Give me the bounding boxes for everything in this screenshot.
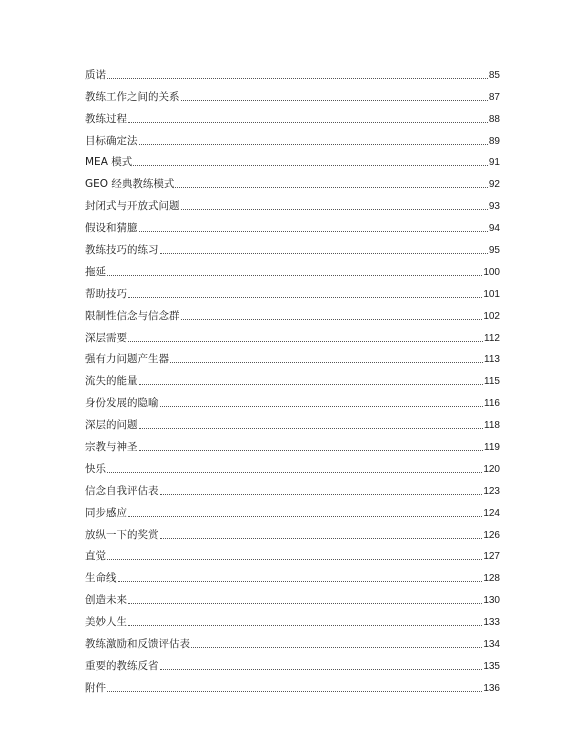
- toc-entry[interactable]: [85, 674, 500, 696]
- dot-leader: [128, 122, 488, 123]
- dot-leader: [128, 297, 482, 298]
- toc-entry-page-number: 89: [488, 135, 500, 147]
- toc-entry-title: 宗教与神圣: [85, 441, 138, 454]
- toc-entry-page-number: 123: [483, 485, 500, 497]
- toc-entry-title: GEO 经典教练模式: [85, 178, 175, 191]
- toc-entry-title: 帮助技巧: [85, 287, 127, 300]
- toc-entry[interactable]: [85, 477, 500, 499]
- toc-entry-title: 限制性信念与信念群: [85, 309, 180, 322]
- toc-entry-page-number: 113: [484, 354, 500, 366]
- toc-entry-title: 强有力问题产生器: [85, 353, 169, 366]
- toc-entry[interactable]: [85, 608, 500, 630]
- dot-leader: [107, 472, 482, 473]
- toc-entry-page-number: 101: [483, 288, 500, 300]
- toc-entry-title: 重要的教练反省: [85, 659, 159, 672]
- toc-entry[interactable]: [85, 411, 500, 433]
- dot-leader: [139, 450, 484, 451]
- toc-entry-title: 美妙人生: [85, 616, 127, 629]
- toc-entry-title: 假设和猜臆: [85, 222, 138, 235]
- toc-entry-title: 身份发展的隐喻: [85, 397, 159, 410]
- toc-entry-page-number: 102: [483, 310, 500, 322]
- toc-entry-page-number: 133: [483, 617, 500, 629]
- dot-leader: [191, 647, 482, 648]
- toc-entry[interactable]: [85, 367, 500, 389]
- toc-entry-title: 同步感应: [85, 506, 127, 519]
- table-of-contents: [85, 61, 500, 696]
- toc-entry[interactable]: [85, 83, 500, 105]
- dot-leader: [107, 559, 482, 560]
- dot-leader: [107, 78, 488, 79]
- dot-leader: [107, 691, 482, 692]
- dot-leader: [181, 100, 488, 101]
- toc-entry[interactable]: [85, 630, 500, 652]
- dot-leader: [107, 275, 482, 276]
- toc-entry-page-number: 87: [488, 91, 500, 103]
- dot-leader: [139, 428, 484, 429]
- dot-leader: [175, 187, 488, 188]
- toc-entry-title: 教练过程: [85, 112, 127, 125]
- toc-entry-page-number: 124: [483, 507, 500, 519]
- toc-entry-title: 信念自我评估表: [85, 484, 159, 497]
- toc-entry-page-number: 95: [488, 245, 500, 257]
- toc-entry-title: 拖延: [85, 265, 106, 278]
- toc-entry-title: 放纵一下的奖赏: [85, 528, 159, 541]
- dot-leader: [128, 625, 482, 626]
- toc-entry-page-number: 115: [484, 376, 500, 388]
- toc-entry-page-number: 134: [483, 639, 500, 651]
- toc-entry[interactable]: [85, 170, 500, 192]
- toc-entry[interactable]: [85, 192, 500, 214]
- toc-entry[interactable]: [85, 586, 500, 608]
- toc-entry[interactable]: [85, 324, 500, 346]
- toc-entry-title: 目标确定法: [85, 134, 138, 147]
- dot-leader: [139, 231, 488, 232]
- toc-entry-page-number: 128: [483, 573, 500, 585]
- dot-leader: [128, 603, 482, 604]
- toc-entry-page-number: 135: [483, 660, 500, 672]
- toc-entry-page-number: 127: [483, 551, 500, 563]
- toc-entry-title: 快乐: [85, 462, 106, 475]
- toc-entry-title: 流失的能量: [85, 375, 138, 388]
- dot-leader: [128, 341, 483, 342]
- toc-entry[interactable]: [85, 346, 500, 368]
- dot-leader: [128, 516, 482, 517]
- toc-entry-title: 直觉: [85, 550, 106, 563]
- toc-entry[interactable]: [85, 258, 500, 280]
- dot-leader: [181, 319, 483, 320]
- dot-leader: [139, 384, 484, 385]
- dot-leader: [160, 406, 484, 407]
- toc-entry-page-number: 100: [483, 266, 500, 278]
- toc-entry-page-number: 130: [483, 595, 500, 607]
- toc-entry[interactable]: [85, 652, 500, 674]
- toc-entry[interactable]: [85, 214, 500, 236]
- toc-entry[interactable]: [85, 389, 500, 411]
- toc-entry[interactable]: [85, 61, 500, 83]
- toc-entry[interactable]: [85, 564, 500, 586]
- toc-entry-page-number: 112: [484, 332, 500, 344]
- toc-entry-page-number: 118: [484, 420, 500, 432]
- dot-leader: [160, 538, 483, 539]
- toc-entry-page-number: 116: [484, 398, 500, 410]
- toc-entry[interactable]: [85, 302, 500, 324]
- toc-entry-title: 深层的问题: [85, 419, 138, 432]
- toc-entry-page-number: 91: [488, 157, 500, 169]
- toc-entry-title: 附件: [85, 681, 106, 694]
- toc-entry-title: 质诺: [85, 68, 106, 81]
- toc-entry-title: 生命线: [85, 572, 117, 585]
- toc-entry-page-number: 94: [488, 223, 500, 235]
- toc-entry-page-number: 120: [483, 463, 500, 475]
- dot-leader: [170, 362, 483, 363]
- toc-entry-page-number: 88: [488, 113, 500, 125]
- toc-entry-title: MEA 模式: [85, 156, 133, 169]
- toc-entry[interactable]: [85, 280, 500, 302]
- toc-entry[interactable]: [85, 149, 500, 171]
- toc-entry-page-number: 126: [483, 529, 500, 541]
- toc-entry-title: 教练激励和反馈评估表: [85, 638, 190, 651]
- dot-leader: [160, 669, 483, 670]
- dot-leader: [118, 581, 483, 582]
- toc-entry-title: 教练工作之间的关系: [85, 90, 180, 103]
- toc-entry[interactable]: [85, 433, 500, 455]
- toc-entry-page-number: 136: [483, 682, 500, 694]
- dot-leader: [139, 144, 488, 145]
- toc-entry-page-number: 92: [488, 179, 500, 191]
- toc-entry[interactable]: [85, 455, 500, 477]
- dot-leader: [133, 165, 488, 166]
- toc-entry[interactable]: [85, 105, 500, 127]
- toc-entry[interactable]: [85, 499, 500, 521]
- dot-leader: [160, 253, 488, 254]
- toc-entry-title: 教练技巧的练习: [85, 244, 159, 257]
- toc-entry-title: 封闭式与开放式问题: [85, 200, 180, 213]
- toc-entry[interactable]: [85, 543, 500, 565]
- toc-entry[interactable]: [85, 236, 500, 258]
- toc-entry-page-number: 119: [484, 442, 500, 454]
- dot-leader: [181, 209, 488, 210]
- toc-entry[interactable]: [85, 521, 500, 543]
- toc-entry-page-number: 93: [488, 201, 500, 213]
- toc-entry-title: 深层需要: [85, 331, 127, 344]
- toc-entry-page-number: 85: [488, 69, 500, 81]
- toc-entry[interactable]: [85, 127, 500, 149]
- dot-leader: [160, 494, 483, 495]
- toc-entry-title: 创造未来: [85, 594, 127, 607]
